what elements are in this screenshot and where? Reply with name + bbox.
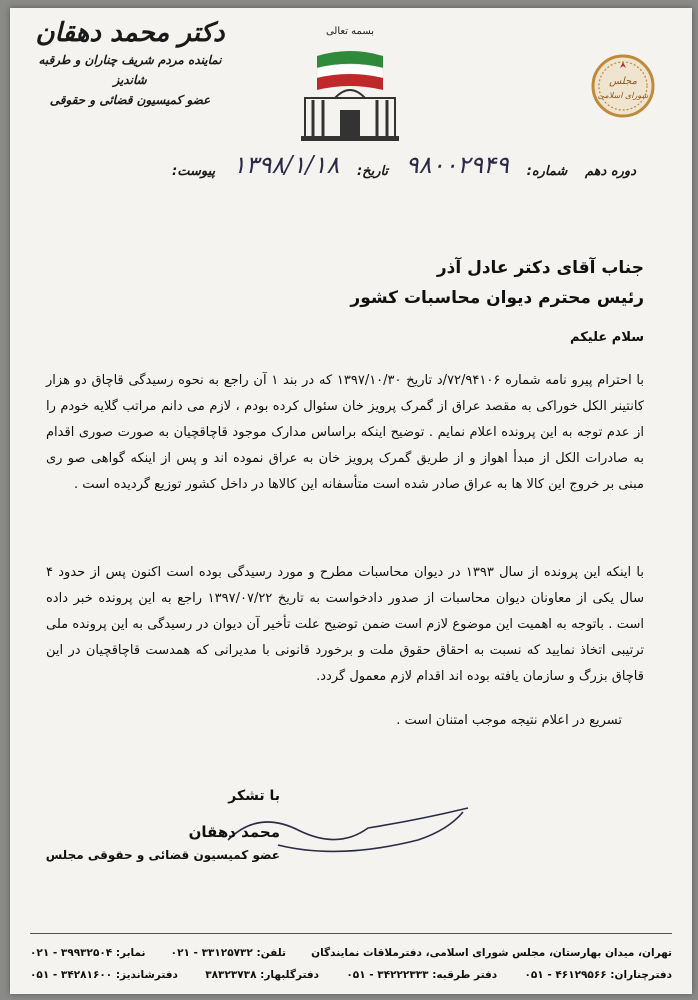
paragraph-2: با اینکه این پرونده از سال ۱۳۹۳ در دیوان محاسبات مطرح و مورد رسیدگی بوده است اکنون پس از حدود ۴ سال یکی از معاونان دیوان محاسبات از صدور دادخواست به تاریخ ۱۳۹۷/۰۷/۲۲ راجع به این پرونده خبر داده است . باتوجه به اهمیت این موضوع لازم است ضمن توضیح علت تأخیر آن دیوان در رسیدگی به این پرونده ملی ترتیبی اتخاذ نمایید که نسبت به احقاق حقوق ملت و برخورد قانونی با مدیرانی که همدست قاچاقچیان در این قاچاق بزرگ و سازمان یافته بوده اند اقدام لازم معمول گردد. bbox=[46, 565, 645, 684]
parliament-building-icon bbox=[285, 20, 415, 145]
letter-page bbox=[10, 8, 692, 994]
addressee-name: جناب آقای دکتر عادل آذر bbox=[436, 258, 644, 278]
addressee-title: رئیس محترم دیوان محاسبات کشور bbox=[350, 288, 644, 308]
paragraph-1: با احترام پیرو نامه شماره ۷۲/۹۴۱۰۶/د تاریخ ۱۳۹۷/۱۰/۳۰ که در بند ۱ آن راجع به نحوه رسیدگی قاچاق دو هزار کانتینر الکل خوراکی به مقصد عراق از گمرک پرویز خان سئوال کرده بودم ، لازم می دانم مراتب گلایه خودم را از عدم توجه به این پرونده اعلام نمایم . توضیح اینکه براساس مدارک موجود قاچاقچیان به صورت صوری اقدام به صادرات الکل از مبدأ اهواز و از طریق گمرک پرویز خان به عراق نموده اند و پس از اینکه گواهی صو ری مبنی بر خروج این کالا ها به عراق صادر شده است متأسفانه این کالاها در داخل کشور توزیع گردیده است . bbox=[46, 373, 645, 492]
number-value: ۹۸۰۰۲۹۴۹ bbox=[405, 151, 509, 179]
signer-block bbox=[46, 820, 280, 866]
svg-text:شورای اسلامی: شورای اسلامی bbox=[597, 91, 649, 100]
reference-line bbox=[172, 151, 636, 179]
closing: با تشکر bbox=[228, 788, 280, 804]
footer-office-shandiz: دفترشاندیز: ۳۴۲۸۱۶۰۰ - ۰۵۱ bbox=[30, 969, 178, 981]
date-value: ۱۳۹۸/۱/۱۸ bbox=[232, 151, 340, 179]
footer-office-chenaran: دفترچناران: ۴۶۱۲۹۵۶۶ - ۰۵۱ bbox=[524, 969, 672, 981]
footer-office-golbahar: دفترگلبهار: ۳۸۳۲۳۷۳۸ bbox=[205, 969, 320, 981]
term-label: دوره دهم bbox=[585, 164, 636, 179]
sender-committee: عضو کمیسیون قضائی و حقوقی bbox=[49, 93, 211, 107]
number-label: شماره: bbox=[526, 164, 568, 179]
signer-name: محمد دهقان bbox=[188, 823, 280, 841]
sender-name: دکتر محمد دهقان bbox=[35, 18, 225, 48]
majlis-seal-icon bbox=[588, 36, 658, 136]
signer-title: عضو کمیسیون قضائی و حقوقی مجلس bbox=[45, 848, 280, 862]
paragraph-3: تسریع در اعلام نتیجه موجب امتنان است . bbox=[396, 713, 622, 728]
date-label: تاریخ: bbox=[356, 164, 389, 179]
footer bbox=[30, 933, 672, 986]
addressee-block bbox=[64, 253, 644, 313]
sender-block bbox=[30, 16, 230, 110]
footer-office-torghabeh: دفتر طرقبه: ۳۴۲۲۲۳۳۳ - ۰۵۱ bbox=[346, 969, 498, 981]
svg-text:بسمه تعالی: بسمه تعالی bbox=[325, 26, 375, 37]
sender-constituency: نماینده مردم شریف چناران و طرقبه شاندیز bbox=[38, 53, 222, 87]
greeting: سلام علیکم bbox=[570, 330, 644, 345]
attachment-label: پیوست: bbox=[172, 164, 216, 179]
footer-fax: نمابر: ۳۹۹۳۲۵۰۴ - ۰۲۱ bbox=[30, 947, 146, 959]
footer-phone: تلفن: ۳۳۱۲۵۷۳۲ - ۰۲۱ bbox=[170, 947, 286, 959]
svg-text:مجلس: مجلس bbox=[609, 76, 637, 87]
footer-address: تهران، میدان بهارستان، مجلس شورای اسلامی، دفترملاقات نمایندگان bbox=[311, 947, 672, 959]
